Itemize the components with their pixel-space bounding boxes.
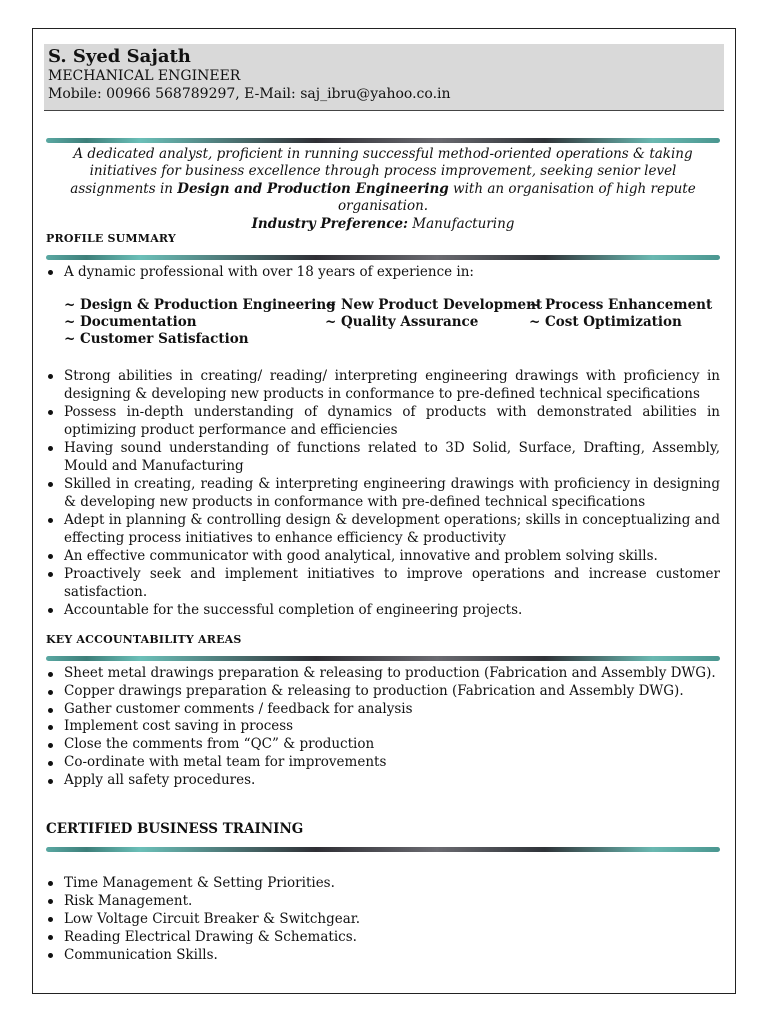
list-item: Possess in-depth understanding of dynamics of products with demonstrated abilities in optimizing product performance and efficiencies (46, 403, 720, 439)
objective-statement (46, 146, 720, 233)
divider-rule (46, 138, 720, 143)
training-heading: CERTIFIED BUSINESS TRAINING (46, 821, 304, 837)
candidate-name: S. Syed Sajath (48, 46, 191, 67)
resume-header (44, 44, 724, 111)
objective-text: A dedicated analyst, proficient in running successful method-oriented operations & taking initiatives for business excellence through process improvement, seeking senior level assignments in (70, 146, 693, 197)
list-item: Adept in planning & controlling design & development operations; skills in conceptualizing and effecting process initiatives to enhance efficiency & productivity (46, 511, 720, 547)
skill-item: ~ Design & Production Engineering (64, 297, 336, 313)
list-item: Gather customer comments / feedback for analysis (46, 701, 720, 719)
training-list (46, 874, 720, 964)
divider-rule (46, 656, 720, 661)
skill-item: ~ Customer Satisfaction (64, 331, 249, 347)
list-item: An effective communicator with good analytical, innovative and problem solving skills. (46, 547, 720, 565)
list-item: Having sound understanding of functions related to 3D Solid, Surface, Drafting, Assembly, Mould and Manufacturing (46, 439, 720, 475)
candidate-title: MECHANICAL ENGINEER (48, 68, 241, 84)
skill-item: ~ Documentation (64, 314, 197, 330)
contact-line: Mobile: 00966 568789297, E-Mail: saj_ibru@yahoo.co.in (48, 86, 451, 102)
skill-item: ~ Quality Assurance (325, 314, 479, 330)
list-item: Proactively seek and implement initiatives to improve operations and increase customer satisfaction. (46, 565, 720, 601)
objective-bold: Design and Production Engineering (177, 180, 449, 197)
industry-preference-value: Manufacturing (408, 215, 515, 232)
divider-rule (46, 847, 720, 852)
list-item: Accountable for the successful completion of engineering projects. (46, 601, 720, 619)
objective-text-end: with an organisation of high repute organisation. (337, 180, 696, 215)
list-item: Reading Electrical Drawing & Schematics. (46, 928, 720, 946)
divider-rule (46, 255, 720, 260)
list-item: Close the comments from “QC” & production (46, 736, 720, 754)
list-item: Co-ordinate with metal team for improvements (46, 754, 720, 772)
profile-summary-list (46, 367, 720, 619)
industry-preference-label: Industry Preference: (251, 215, 409, 232)
list-item: Low Voltage Circuit Breaker & Switchgear. (46, 910, 720, 928)
key-accountability-heading: KEY ACCOUNTABILITY AREAS (46, 633, 242, 646)
list-item: Time Management & Setting Priorities. (46, 874, 720, 892)
skill-item: ~ Process Enhancement (529, 297, 713, 313)
profile-intro-list (46, 263, 720, 281)
list-item: Risk Management. (46, 892, 720, 910)
list-item: Implement cost saving in process (46, 718, 720, 736)
list-item: Copper drawings preparation & releasing to production (Fabrication and Assembly DWG). (46, 683, 720, 701)
list-item: Sheet metal drawings preparation & releasing to production (Fabrication and Assembly DWG). (46, 665, 720, 683)
key-accountability-list (46, 665, 720, 790)
list-item: Communication Skills. (46, 946, 720, 964)
list-item: Apply all safety procedures. (46, 772, 720, 790)
profile-summary-heading: PROFILE SUMMARY (46, 232, 176, 245)
list-item: Strong abilities in creating/ reading/ interpreting engineering drawings with proficiency in designing & developing new products in conformance to pre-defined technical specifications (46, 367, 720, 403)
list-item: A dynamic professional with over 18 years of experience in: (46, 263, 720, 281)
skill-item: ~ Cost Optimization (529, 314, 682, 330)
skill-item: ~ New Product Development (325, 297, 543, 313)
list-item: Skilled in creating, reading & interpreting engineering drawings with proficiency in designing & developing new products in conformance with pre-defined technical specifications (46, 475, 720, 511)
